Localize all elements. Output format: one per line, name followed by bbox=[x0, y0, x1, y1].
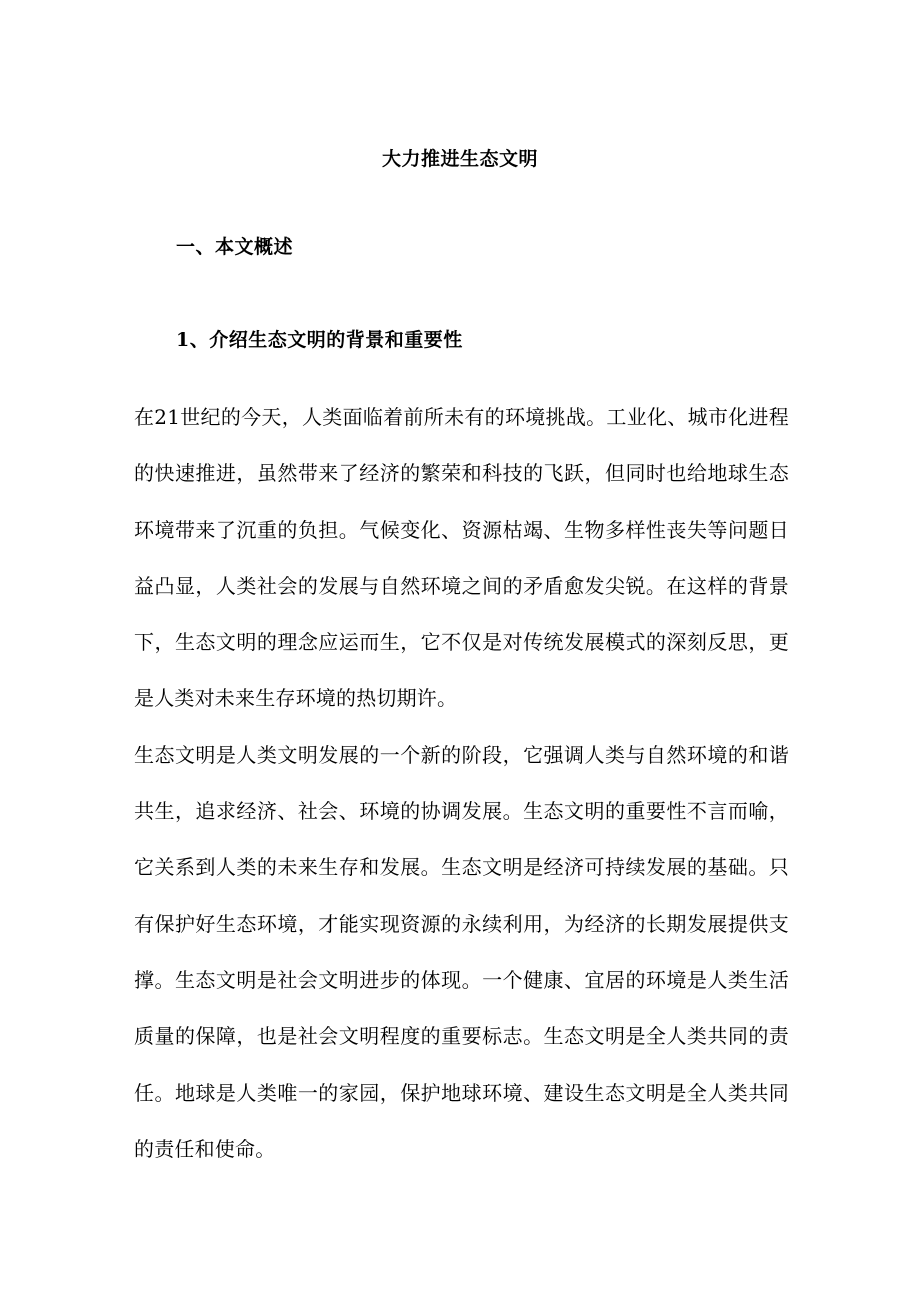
section-heading: 一、本文概述 bbox=[176, 236, 294, 258]
document-title: 大力推进生态文明 bbox=[381, 148, 538, 170]
paragraph-background: 在21世纪的今天，人类面临着前所未有的环境挑战。工业化、城市化进程的快速推进，虽然带来了经济的繁荣和科技的飞跃，但同时也给地球生态环境带来了沉重的负担。气候变化、资源枯竭、生物多样性丧失等问题日益凸显，人类社会的发展与自然环境之间的矛盾愈发尖锐。在这样的背景下，生态文明的理念应运而生，它不仅是对传统发展模式的深刻反思，更是人类对未来生存环境的热切期许。 bbox=[134, 405, 789, 711]
body-text bbox=[134, 389, 789, 1177]
subsection-heading: 1、介绍生态文明的背景和重要性 bbox=[176, 329, 463, 351]
paragraph-importance: 生态文明是人类文明发展的一个新的阶段，它强调人类与自然环境的和谐共生，追求经济、社会、环境的协调发展。生态文明的重要性不言而喻，它关系到人类的未来生存和发展。生态文明是经济可持续发展的基础。只有保护好生态环境，才能实现资源的永续利用，为经济的长期发展提供支撑。生态文明是社会文明进步的体现。一个健康、宜居的环境是人类生活质量的保障，也是社会文明程度的重要标志。生态文明是全人类共同的责任。地球是人类唯一的家园，保护地球环境、建设生态文明是全人类共同的责任和使命。 bbox=[134, 742, 789, 1161]
